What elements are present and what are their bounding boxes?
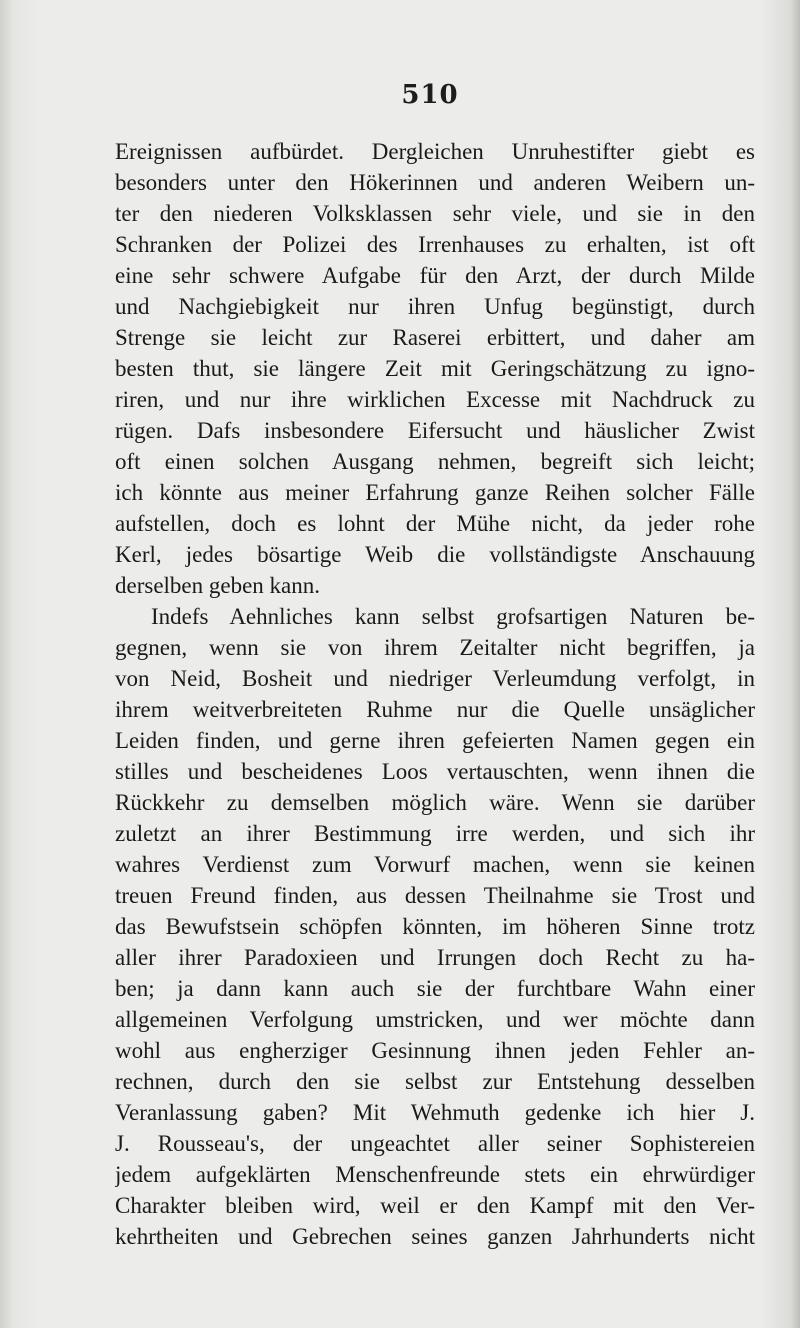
text-line: wohl aus engherziger Gesinnung ihnen jeden Fehler an- [115, 1038, 755, 1063]
text-line: das Bewufstsein schöpfen könnten, im höheren Sinne trotz [115, 914, 755, 939]
page-number: 510 [401, 80, 459, 110]
text-line: gegnen, wenn sie von ihrem Zeitalter nicht begriffen, ja [115, 635, 755, 660]
text-line: zuletzt an ihrer Bestimmung irre werden, und sich ihr [115, 821, 755, 846]
text-line: eine sehr schwere Aufgabe für den Arzt, der durch Milde [115, 263, 755, 288]
text-line: ihrem weitverbreiteten Ruhme nur die Quelle unsäglicher [115, 697, 755, 722]
text-line: Rückkehr zu demselben möglich wäre. Wenn sie darüber [115, 790, 755, 815]
text-line: besonders unter den Hökerinnen und anderen Weibern un- [115, 170, 755, 195]
paragraph [115, 601, 755, 1252]
text-line: ter den niederen Volksklassen sehr viele, und sie in den [115, 201, 755, 226]
text-line: treuen Freund finden, aus dessen Theilnahme sie Trost und [115, 883, 755, 908]
text-line: aller ihrer Paradoxieen und Irrungen doch Recht zu ha- [115, 945, 755, 970]
text-line: J. Rousseau's, der ungeachtet aller seiner Sophistereien [115, 1131, 755, 1156]
text-line: stilles und bescheidenes Loos vertauschten, wenn ihnen die [115, 759, 755, 784]
text-line: ich könnte aus meiner Erfahrung ganze Reihen solcher Fälle [115, 480, 755, 505]
text-line: und Nachgiebigkeit nur ihren Unfug begünstigt, durch [115, 294, 755, 319]
text-line: Veranlassung gaben? Mit Wehmuth gedenke ich hier J. [115, 1100, 755, 1125]
text-line: Indefs Aehnliches kann selbst grofsartigen Naturen be- [151, 604, 755, 629]
text-line: oft einen solchen Ausgang nehmen, begreift sich leicht; [115, 449, 755, 474]
text-line: besten thut, sie längere Zeit mit Geringschätzung zu igno- [115, 356, 755, 381]
text-line: wahres Verdienst zum Vorwurf machen, wenn sie keinen [115, 852, 755, 877]
text-line: allgemeinen Verfolgung umstricken, und wer möchte dann [115, 1007, 755, 1032]
text-line: kehrtheiten und Gebrechen seines ganzen Jahrhunderts nicht [115, 1224, 755, 1249]
text-line: Ereignissen aufbürdet. Dergleichen Unruhestifter giebt es [115, 139, 755, 164]
text-line: Leiden finden, und gerne ihren gefeierten Namen gegen ein [115, 728, 755, 753]
paragraph [115, 136, 755, 601]
text-line: riren, und nur ihre wirklichen Excesse mit Nachdruck zu [115, 387, 755, 412]
text-line: Kerl, jedes bösartige Weib die vollständigste Anschauung [115, 542, 755, 567]
text-line: jedem aufgeklärten Menschenfreunde stets ein ehrwürdiger [115, 1162, 755, 1187]
text-line: derselben geben kann. [115, 573, 321, 598]
text-line: rechnen, durch den sie selbst zur Entstehung desselben [115, 1069, 755, 1094]
text-line: ben; ja dann kann auch sie der furchtbare Wahn einer [115, 976, 755, 1001]
text-line: Strenge sie leicht zur Raserei erbittert, und daher am [115, 325, 755, 350]
body-text [115, 136, 755, 1252]
text-line: Charakter bleiben wird, weil er den Kampf mit den Ver- [115, 1193, 755, 1218]
text-line: aufstellen, doch es lohnt der Mühe nicht, da jeder rohe [115, 511, 755, 536]
text-line: rügen. Dafs insbesondere Eifersucht und häuslicher Zwist [115, 418, 755, 443]
text-line: Schranken der Polizei des Irrenhauses zu erhalten, ist oft [115, 232, 755, 257]
text-line: von Neid, Bosheit und niedriger Verleumdung verfolgt, in [115, 666, 755, 691]
